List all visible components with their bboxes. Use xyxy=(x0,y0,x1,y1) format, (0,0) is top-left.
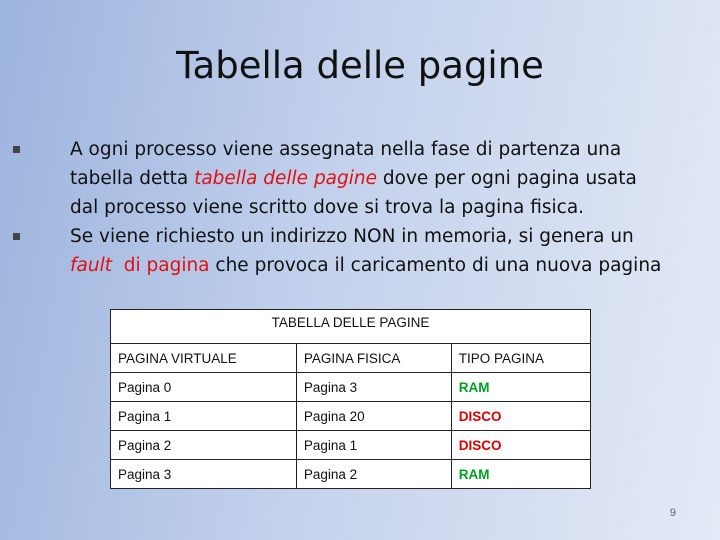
cell-fisica: Pagina 1 xyxy=(296,431,451,460)
cell-fisica: Pagina 20 xyxy=(296,402,451,431)
bullet-item-2 xyxy=(70,222,670,280)
bullet-1-highlight: tabella delle pagine xyxy=(194,168,378,189)
bullet-2-highlight: di pagina xyxy=(123,255,210,276)
page-number: 9 xyxy=(669,507,676,519)
bullet-1-text-after: dove per ogni pagina usata dal processo viene scritto dove si trova la pagina fisica. xyxy=(70,168,637,218)
page-table-container xyxy=(110,309,590,489)
header-tipo-pagina: TIPO PAGINA xyxy=(451,344,590,373)
header-pagina-fisica: PAGINA FISICA xyxy=(296,344,451,373)
table-row xyxy=(111,402,591,431)
table-row xyxy=(111,460,591,489)
cell-tipo: RAM xyxy=(451,460,590,489)
cell-tipo: RAM xyxy=(451,373,590,402)
cell-fisica: Pagina 3 xyxy=(296,373,451,402)
cell-virtuale: Pagina 2 xyxy=(111,431,297,460)
page-table xyxy=(110,309,591,489)
cell-tipo: DISCO xyxy=(451,402,590,431)
header-pagina-virtuale: PAGINA VIRTUALE xyxy=(111,344,297,373)
square-bullet-icon xyxy=(13,233,20,240)
cell-virtuale: Pagina 0 xyxy=(111,373,297,402)
table-row xyxy=(111,373,591,402)
cell-virtuale: Pagina 1 xyxy=(111,402,297,431)
bullet-item-1 xyxy=(70,135,670,222)
bullet-2-text-before: Se viene richiesto un indirizzo NON in memoria, si genera un xyxy=(70,226,634,247)
cell-fisica: Pagina 2 xyxy=(296,460,451,489)
cell-virtuale: Pagina 3 xyxy=(111,460,297,489)
table-caption: TABELLA DELLE PAGINE xyxy=(111,310,591,344)
bullet-2-highlight-italic: fault xyxy=(70,255,112,276)
table-caption-row xyxy=(111,310,591,344)
bullet-2-text-after: che provoca il caricamento di una nuova pagina xyxy=(209,255,662,276)
slide-title: Tabella delle pagine xyxy=(176,44,544,87)
bullet-list xyxy=(70,135,670,280)
bullet-1-text-before: A ogni processo viene assegnata nella fase di partenza una tabella detta xyxy=(70,139,622,189)
table-header-row xyxy=(111,344,591,373)
table-row xyxy=(111,431,591,460)
square-bullet-icon xyxy=(13,146,20,153)
cell-tipo: DISCO xyxy=(451,431,590,460)
